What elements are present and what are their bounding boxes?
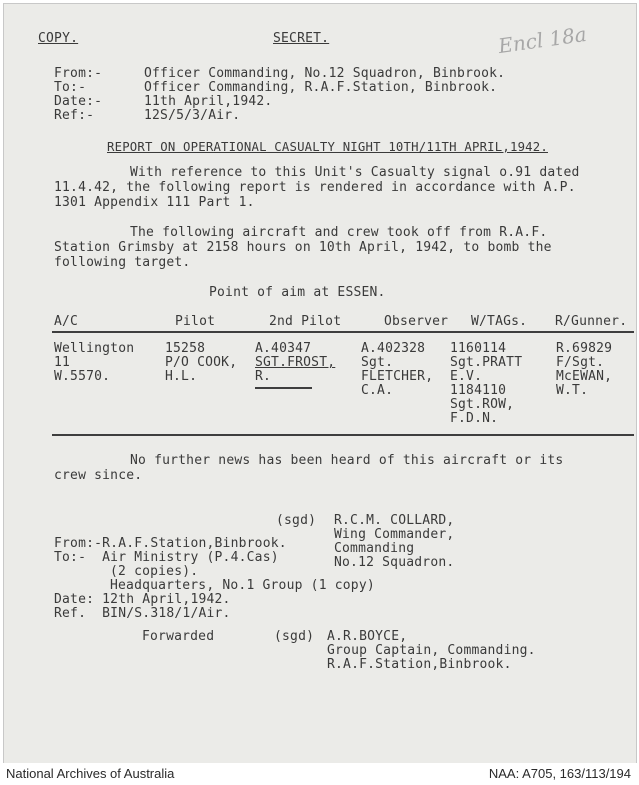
document-page xyxy=(3,3,637,765)
secret-classification: SECRET. xyxy=(273,31,330,46)
second-pilot-number: A.40347 xyxy=(255,341,312,356)
para2-line-1: The following aircraft and crew took off from R.A.F. xyxy=(130,225,548,240)
col-header-wtags: W/TAGs. xyxy=(471,314,528,329)
signature1-name: R.C.M. COLLARD, xyxy=(334,513,455,528)
date-label: Date:- xyxy=(54,94,103,109)
observer-rank: Sgt. xyxy=(361,355,394,370)
para2-line-2: Station Grimsby at 2158 hours on 10th April, 1942, to bomb the xyxy=(54,240,552,255)
ref-value: 12S/5/3/Air. xyxy=(144,108,241,123)
second-pilot-name: SGT.FROST, xyxy=(255,355,336,370)
forwarded-label: Forwarded xyxy=(142,629,215,644)
rgunner-initials: W.T. xyxy=(556,383,589,398)
from-label: From:- xyxy=(54,66,103,81)
col-header-2nd-pilot: 2nd Pilot xyxy=(269,314,342,329)
to-label: To:- xyxy=(54,80,87,95)
col-header-pilot: Pilot xyxy=(175,314,216,329)
aircraft-serial: W.5570. xyxy=(54,369,111,384)
observer-number: A.402328 xyxy=(361,341,426,356)
rgunner-number: R.69829 xyxy=(556,341,613,356)
report-title: REPORT ON OPERATIONAL CASUALTY NIGHT 10TH/11TH APRIL,1942. xyxy=(107,140,548,154)
col-header-observer: Observer xyxy=(384,314,449,329)
para1-line-2: 11.4.42, the following report is rendered in accordance with A.P. xyxy=(54,180,576,195)
to-value: Officer Commanding, R.A.F.Station, Binbrook. xyxy=(144,80,498,95)
aircraft-type: Wellington xyxy=(54,341,135,356)
wtag1-number: 1160114 xyxy=(450,341,507,356)
observer-name: FLETCHER, xyxy=(361,369,434,384)
observer-initials: C.A. xyxy=(361,383,394,398)
rgunner-rank: F/Sgt. xyxy=(556,355,605,370)
archive-reference: NAA: A705, 163/113/194 xyxy=(488,766,631,781)
rgunner-name: McEWAN, xyxy=(556,369,613,384)
pilot-number: 15258 xyxy=(165,341,206,356)
wtag2-number: 1184110 xyxy=(450,383,507,398)
from-value: Officer Commanding, No.12 Squadron, Binbrook. xyxy=(144,66,506,81)
signature2-rank: Group Captain, Commanding. xyxy=(327,643,536,658)
wtag1-initials: E.V. xyxy=(450,369,483,384)
aircraft-mark: 11 xyxy=(54,355,71,370)
wtag2-initials: F.D.N. xyxy=(450,411,499,426)
aim-point: Point of aim at ESSEN. xyxy=(209,285,386,300)
forward-hq: Headquarters, No.1 Group (1 copy) xyxy=(110,578,375,593)
table-bottom-rule xyxy=(52,434,634,436)
no-news-line-2: crew since. xyxy=(54,468,143,483)
para1-line-1: With reference to this Unit's Casualty signal o.91 dated xyxy=(130,165,580,180)
para2-line-3: following target. xyxy=(54,255,191,270)
forward-date: Date: 12th April,1942. xyxy=(54,592,231,607)
signature1-role: Commanding xyxy=(334,541,415,556)
date-value: 11th April,1942. xyxy=(144,94,273,109)
signature1-rank: Wing Commander, xyxy=(334,527,455,542)
copy-label: COPY. xyxy=(38,31,79,46)
forward-from: From:-R.A.F.Station,Binbrook. xyxy=(54,536,287,551)
ref-label: Ref:- xyxy=(54,108,95,123)
wtag2-name: Sgt.ROW, xyxy=(450,397,515,412)
handwritten-annotation: Encl 18a xyxy=(496,21,589,59)
signature2-sgd: (sgd) xyxy=(274,629,315,644)
forward-ref: Ref. BIN/S.318/1/Air. xyxy=(54,606,231,621)
forward-copies: (2 copies). xyxy=(110,564,199,579)
second-pilot-initials: R. xyxy=(255,369,272,384)
signature2-station: R.A.F.Station,Binbrook. xyxy=(327,657,512,672)
col-header-ac: A/C xyxy=(54,314,79,329)
table-header-rule xyxy=(52,331,634,333)
no-news-line-1: No further news has been heard of this aircraft or its xyxy=(130,453,564,468)
archive-footer xyxy=(0,763,639,785)
forward-to: To:- Air Ministry (P.4.Cas) xyxy=(54,550,279,565)
second-pilot-underline xyxy=(255,387,312,389)
pilot-name: P/O COOK, xyxy=(165,355,238,370)
signature1-unit: No.12 Squadron. xyxy=(334,555,455,570)
signature1-sgd: (sgd) xyxy=(276,513,317,528)
para1-line-3: 1301 Appendix 111 Part 1. xyxy=(54,195,255,210)
col-header-rgunner: R/Gunner. xyxy=(555,314,628,329)
pilot-initials: H.L. xyxy=(165,369,198,384)
signature2-name: A.R.BOYCE, xyxy=(327,629,408,644)
archive-name: National Archives of Australia xyxy=(6,766,175,781)
wtag1-name: Sgt.PRATT xyxy=(450,355,523,370)
